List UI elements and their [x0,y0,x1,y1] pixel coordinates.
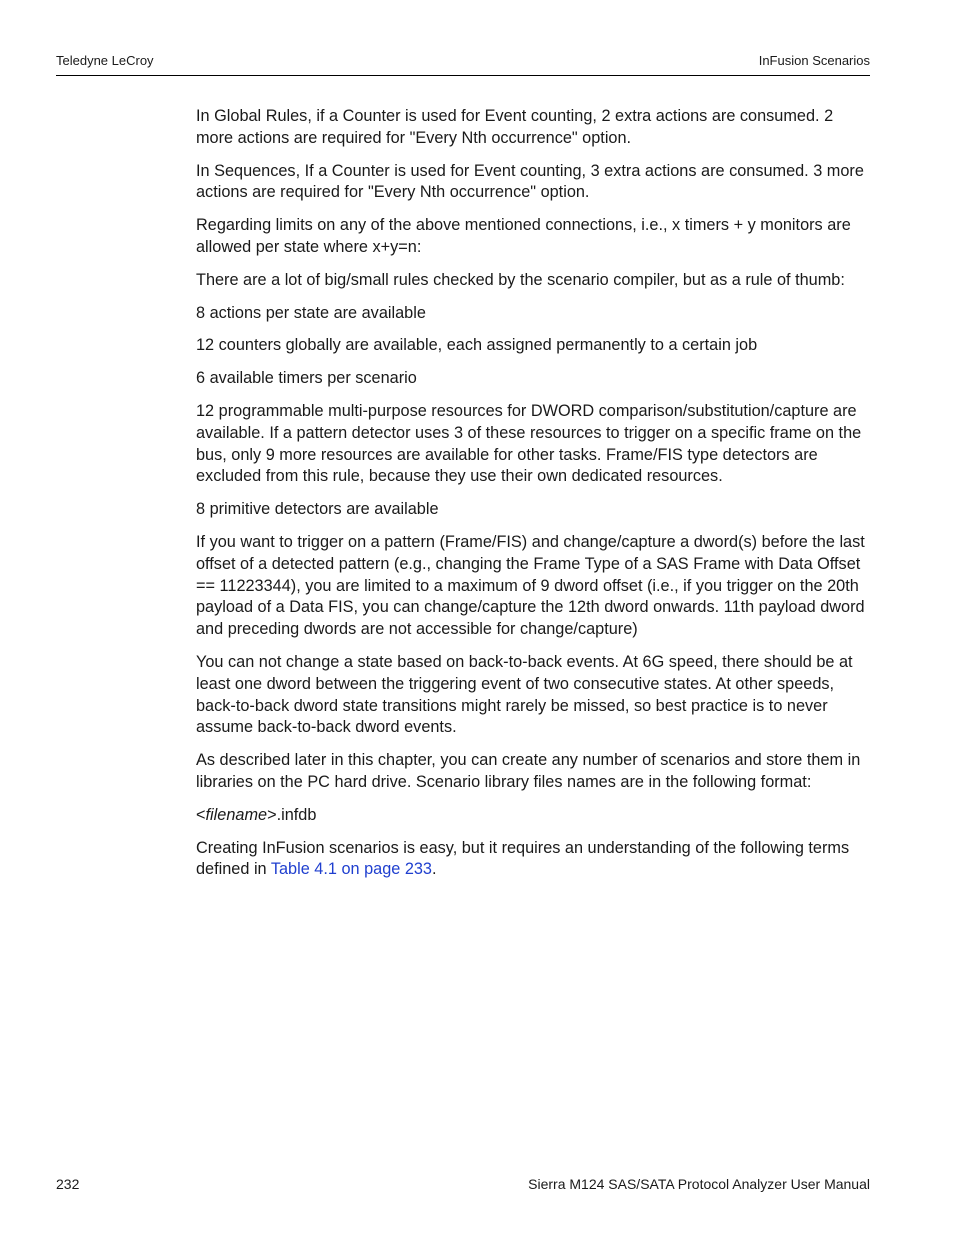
paragraph-resources: 12 programmable multi-purpose resources for DWORD comparison/substitution/capture are available. If a pattern detector uses 3 of these resources to trigger on a specific frame on the bus, only 9 more resources are available for other tasks. Frame/FIS type detectors are excluded from this rule, because they use their own dedicated resources. [196,401,862,486]
paragraph-counters: 12 counters globally are available, each assigned permanently to a certain job [196,336,758,355]
filename-extension: >.infdb [267,805,317,824]
paragraph-global-rules: In Global Rules, if a Counter is used for Event counting, 2 extra actions are consumed. 2 more actions are required for "Every Nth occurrence" option. [196,107,834,147]
paragraph-timers: 6 available timers per scenario [196,369,417,388]
final-paragraph-text: Creating InFusion scenarios is easy, but it requires an understanding of the following terms defined in [196,838,850,879]
header-section-title: InFusion Scenarios [758,53,870,68]
footer-page-number: 232 [56,1176,80,1192]
footer-manual-title: Sierra M124 SAS/SATA Protocol Analyzer User Manual [528,1176,870,1192]
paragraph-back-to-back: You can not change a state based on back-to-back events. At 6G speed, there should be at least one dword between the triggering event of two consecutive states. At other speeds, back-to-back dword state transitions might rarely be missed, so best practice is to never assume back-to-back dword events. [196,652,853,737]
paragraph-rule-of-thumb: There are a lot of big/small rules checked by the scenario compiler, but as a rule of thumb: [196,270,845,289]
filename-italic: filename [205,805,268,824]
paragraph-pattern-trigger: If you want to trigger on a pattern (Frame/FIS) and change/capture a dword(s) before the last offset of a detected pattern (e.g., changing the Frame Type of a SAS Frame with Data Offset == 11223344), you are limited to a maximum of 9 dword offset (i.e., if you trigger on the 20th payload of a Data FIS, you can change/capture the 12th dword onwards. 11th payload dword and preceding dwords are not accessible for change/capture) [196,532,865,639]
paragraph-actions-per-state: 8 actions per state are available [196,303,426,322]
table-reference-link[interactable]: Table 4.1 on page 233 [270,860,432,879]
paragraph-libraries: As described later in this chapter, you can create any number of scenarios and store them in libraries on the PC hard drive. Scenario library files names are in the following format: [196,751,861,791]
paragraph-primitive-detectors: 8 primitive detectors are available [196,500,439,519]
paragraph-sequences: In Sequences, If a Counter is used for Event counting, 3 extra actions are consumed. 3 more actions are required for "Every Nth occurrence" option. [196,161,864,202]
paragraph-limits: Regarding limits on any of the above mentioned connections, i.e., x timers + y monitors are allowed per state where x+y=n: [196,216,851,256]
filename-open: < [196,805,206,824]
page-header [56,53,870,76]
paragraph-creating-scenarios [196,838,872,882]
page-body [196,106,872,892]
header-company: Teledyne LeCroy [56,53,154,68]
final-paragraph-period: . [432,860,437,879]
filename-format-line [196,805,872,827]
